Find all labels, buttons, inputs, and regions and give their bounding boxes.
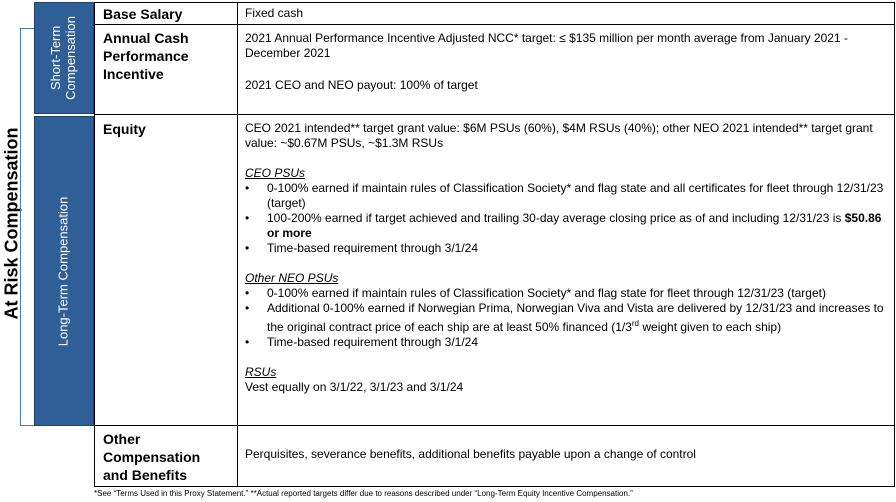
price-threshold: $50.86 or more [267,211,882,240]
list-item: • 100-200% earned if target achieved and trailing 30-day average closing price as of and including 12/31/23 is $50.86 or more [245,211,888,241]
table-left-border [94,2,95,487]
ceo-psus-heading: CEO PSUs [245,166,306,180]
list-item: • 0-100% earned if maintain rules of Classification Society* and flag state and all certificates for fleet through 12/31/23 (target) [245,181,888,211]
other-neo-psus-heading: Other NEO PSUs [245,271,339,285]
other-neo-psus-list [245,286,888,350]
annual-incentive-target: 2021 Annual Performance Incentive Adjusted NCC* target: ≤ $135 million per month average from January 2021 - December 2021 [245,31,848,60]
footnote: *See “Terms Used in this Proxy Statement.” **Actual reported targets differ due to reasons described under “Long-Term Equity Incentive Compensation.” [94,489,633,498]
list-item: • Time-based requirement through 3/1/24 [245,335,888,350]
rsus-text: Vest equally on 3/1/22, 3/1/23 and 3/1/24 [245,380,464,394]
row-divider-3 [94,425,895,426]
other-compensation-text: Perquisites, severance benefits, additional benefits payable upon a change of control [245,447,696,461]
list-item: • 0-100% earned if maintain rules of Classification Society* and flag state for fleet through 12/31/23 (target) [245,286,888,301]
short-term-box [34,2,94,114]
list-item: • Time-based requirement through 3/1/24 [245,241,888,256]
ceo-psus-list [245,181,888,256]
column-divider [237,2,238,487]
other-compensation-label: Other Compensation and Benefits [103,431,201,483]
short-term-label: Short-Term Compensation [48,16,79,100]
long-term-box [34,116,94,426]
table-right-border [894,2,895,487]
table-top-border [94,2,895,3]
at-risk-compensation-label: At Risk Compensation [1,126,22,320]
long-term-label: Long-Term Compensation [55,196,71,346]
equity-intro: CEO 2021 intended** target grant value: $6M PSUs (60%), $4M RSUs (40%); other NEO 2021 intended** target grant value: ~$0.67M PSUs, ~$1.3M RSUs [245,121,873,150]
annual-incentive-payout: 2021 CEO and NEO payout: 100% of target [245,78,478,92]
base-salary-label: Base Salary [103,6,183,22]
annual-incentive-label: Annual Cash Performance Incentive [103,30,189,82]
equity-label: Equity [103,121,146,137]
row-divider-2 [94,114,895,115]
table-bottom-border [94,486,895,487]
base-salary-text: Fixed cash [245,6,304,20]
equity-content [245,121,888,395]
rsus-heading: RSUs [245,365,277,379]
row-divider-1 [94,24,895,25]
list-item: • Additional 0-100% earned if Norwegian Prima, Norwegian Viva and Vista are delivered by 12/31/23 and increases to the original contract price of each ship are at least 50% financed (1/3rd weight given to each ship) [245,301,888,335]
at-risk-bracket [20,28,34,426]
